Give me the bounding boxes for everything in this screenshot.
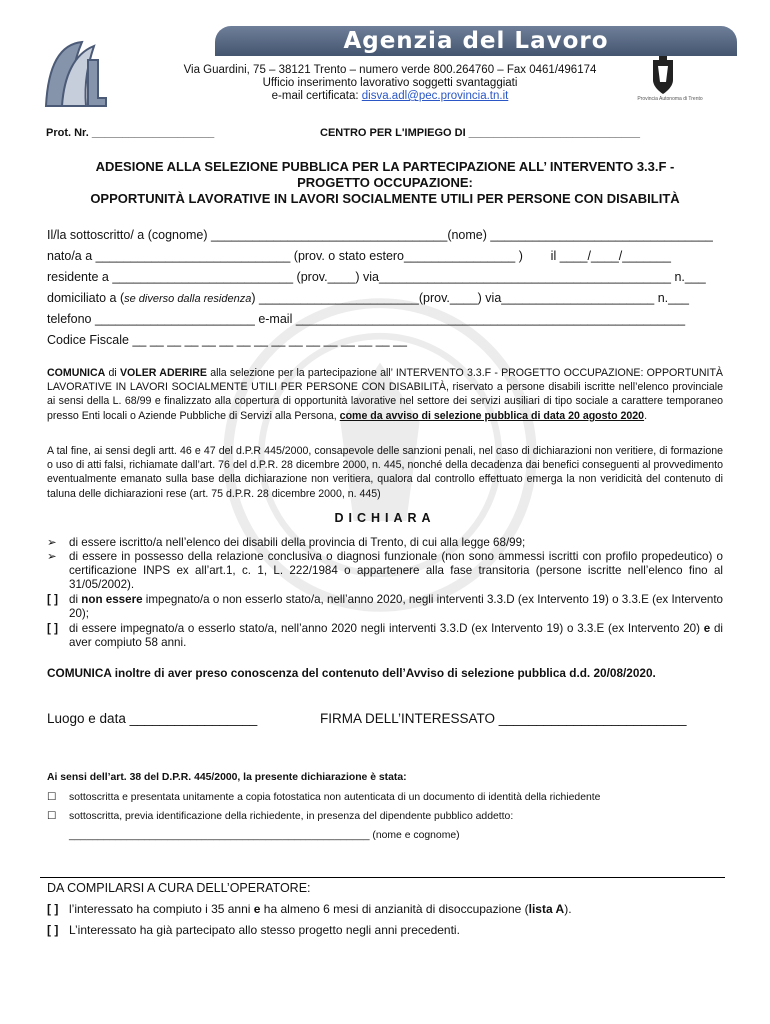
tal-fine-paragraph: A tal fine, ai sensi degli artt. 46 e 47 del d.P.R 445/2000, consapevole delle sanzioni penali, nel caso di dichiarazioni non veritiere, di formazione o uso di atti falsi, richiamate dall’art. 76 del d.P.R. 28 dicembre 2000, n. 445, nonché della decadenza dai benefici conseguenti al provvedimento eventualmente emanato sulla base della dichiarazione non veritiera, qualora dal controllo effettuato emerga la non veridicità del contenuto di taluna delle dichiarazioni rese (art. 75 d.P.R. 28 dicembre 2000, n. 445) [47,445,723,500]
op1-a: l’interessato ha compiuto i 35 anni [69,902,254,916]
domicilio-label-b: ) _______________________(prov.____) via______________________ n.___ [251,291,689,305]
declaration-box-2[interactable] [47,622,723,650]
field-cognome-nome[interactable]: Il/la sottoscritto/ a (cognome) __________________________________(nome) ________________________________ [47,228,713,242]
box-1-a: di [69,593,82,606]
crest-caption: Provincia Autonoma di Trento [637,96,703,102]
op1-b: e [253,902,261,916]
title-line-2: PROGETTO OCCUPAZIONE: [297,175,473,190]
agenzia-logo [40,36,110,110]
operatore-line-2[interactable] [47,923,723,937]
title-line-1: ADESIONE ALLA SELEZIONE PUBBLICA PER LA PARTECIPAZIONE ALL’ INTERVENTO 3.3.F - [95,159,675,174]
sensi-title: Ai sensi dell’art. 38 del D.P.R. 445/2000, la presente dichiarazione è stata: [47,772,407,783]
crest-icon [650,56,676,96]
checkbox-icon[interactable]: ☐ [47,811,57,822]
comunica-inoltre-text: inoltre di aver preso conoscenza del contenuto dell’Avviso di selezione pubblica d.d. 20/08/2020. [111,666,656,680]
operatore-line-1-text [69,902,723,916]
operatore-line-2-text: L’interessato ha già partecipato allo stesso progetto negli anni precedenti. [69,923,460,937]
domicilio-label-a: domiciliato a ( [47,291,125,305]
email-label: e-mail certificata: [271,90,362,102]
box-mark[interactable]: [ ] [47,593,58,606]
title-line-3: OPPORTUNITÀ LAVORATIVE IN LAVORI SOCIALMENTE UTILI PER PERSONE CON DISABILITÀ [90,191,680,206]
box-mark[interactable]: [ ] [47,622,58,635]
name-surname-line[interactable] [47,829,723,843]
sensi-option-1[interactable] [47,791,723,805]
bullet-1-text: di essere iscritto/a nell’elenco dei disabili della provincia di Trento, di cui alla legge 68/99; [69,536,526,549]
name-surname-text: ____________________________________________________ (nome e cognome) [69,830,460,841]
field-residenza[interactable]: residente a __________________________ (prov.____) via__________________________________________ n.___ [47,270,706,284]
protocol-number: Prot. Nr. ____________________ [46,127,215,139]
box-1-c: impegnato/a o non esserlo stato/a, nell’anno 2020, negli interventi 3.3.D (ex Intervento 19) o 3.3.E (ex Intervento 20); [69,593,724,621]
comunica-end: . [644,409,648,422]
bullet-2-text: di essere in possesso della relazione conclusiva o diagnosi funzionale (non sono ammessi iscritti con profilo propedeutico) o certificazione INPS ex all’art.1, c. 1, L. 222/1984 o appartenere alla fase transitoria (persone iscritte nell’elenco fino al 31/05/2002). [69,550,723,592]
comunica-paragraph [47,366,723,423]
sensi-option-2-text: sottoscritta, previa identificazione della richiedente, in presenza del dipendente pubblico addetto: [69,811,514,822]
non-essere: non essere [81,593,143,606]
comunica-inoltre-keyword: COMUNICA [47,666,112,680]
sensi-option-1-text: sottoscritta e presentata unitamente a copia fotostatica non autenticata di un documento di identità della richiedente [69,792,601,803]
arrow-icon: ➢ [47,550,57,563]
firma-field[interactable]: FIRMA DELL’INTERESSATO _________________________ [320,711,687,726]
centro-impiego: CENTRO PER L'IMPIEGO DI ____________________________ [320,127,640,139]
box-2-a: di essere impegnato/a o esserlo stato/a, nell’anno 2020 negli interventi 3.3.D (ex Intervento 19) o 3.3.E (ex Intervento 20) [69,622,704,635]
banner-title: Agenzia del Lavoro [215,26,737,56]
op1-e: ). [564,902,572,916]
field-nascita[interactable]: nato/a a ____________________________ (prov. o stato estero________________ ) il ____/____/_______ [47,249,671,263]
dichiara-heading: DICHIARA [334,511,436,525]
comunica-inoltre [47,666,723,680]
field-domicilio[interactable] [47,291,689,305]
operatore-title: DA COMPILARSI A CURA DELL’OPERATORE: [47,881,311,895]
box-2-c: di aver compiuto 58 anni. [69,622,723,650]
declaration-bullet-2 [47,550,723,593]
domicilio-note: se diverso dalla residenza [124,293,252,305]
email-link[interactable]: disva.adl@pec.provincia.tn.it [361,90,509,102]
sensi-option-2[interactable] [47,810,723,824]
avviso-reference: come da avviso di selezione pubblica di data 20 agosto 2020 [339,409,645,422]
comunica-keyword: COMUNICA [47,367,106,379]
document-title [40,159,730,207]
comunica-text: di [105,367,120,379]
comunica-body: alla selezione per la partecipazione all’ INTERVENTO 3.3.F - PROGETTO OCCUPAZIONE: OPPORTUNITÀ LAVORATIVE IN LAVORI SOCIALMENTE UTILI PER PERSONE CON DISABILITÀ, riservato a persone disabili iscritte nell’elenco provinciale ai sensi della L. 68/99 e finalizzato alla copertura di opportunità lavorative nel settore dei servizi ausiliari di tipo sociale a carattere temporaneo presso Enti locali o Aziende Pubbliche di Servizi alla Persona, [47,367,723,422]
declaration-bullet-1 [47,536,723,550]
operatore-line-1[interactable] [47,902,723,916]
declaration-box-1[interactable] [47,593,723,621]
voler-aderire: VOLER ADERIRE [119,367,207,379]
box-2-text [69,622,723,650]
box-1-text [69,593,723,621]
box-2-e: e [703,622,711,635]
box-mark[interactable]: [ ] [47,902,59,916]
address-line: Via Guardini, 75 – 38121 Trento – numero verde 800.264760 – Fax 0461/496174 [183,64,597,76]
arrow-icon: ➢ [47,536,57,549]
op1-c: ha almeno 6 mesi di anzianità di disoccupazione ( [260,902,529,916]
email-line [130,90,650,103]
box-mark[interactable]: [ ] [47,923,59,937]
op1-d: lista A [528,902,565,916]
field-codice-fiscale[interactable]: Codice Fiscale __ __ __ __ __ __ __ __ __ __ __ __ __ __ __ __ [47,333,408,347]
field-contatti[interactable]: telefono _______________________ e-mail ________________________________________________________ [47,312,686,326]
checkbox-icon[interactable]: ☐ [47,792,57,803]
luogo-data-field[interactable]: Luogo e data _________________ [47,711,258,726]
office-line: Ufficio inserimento lavorativo soggetti svantaggiati [262,77,518,89]
divider [40,877,725,878]
